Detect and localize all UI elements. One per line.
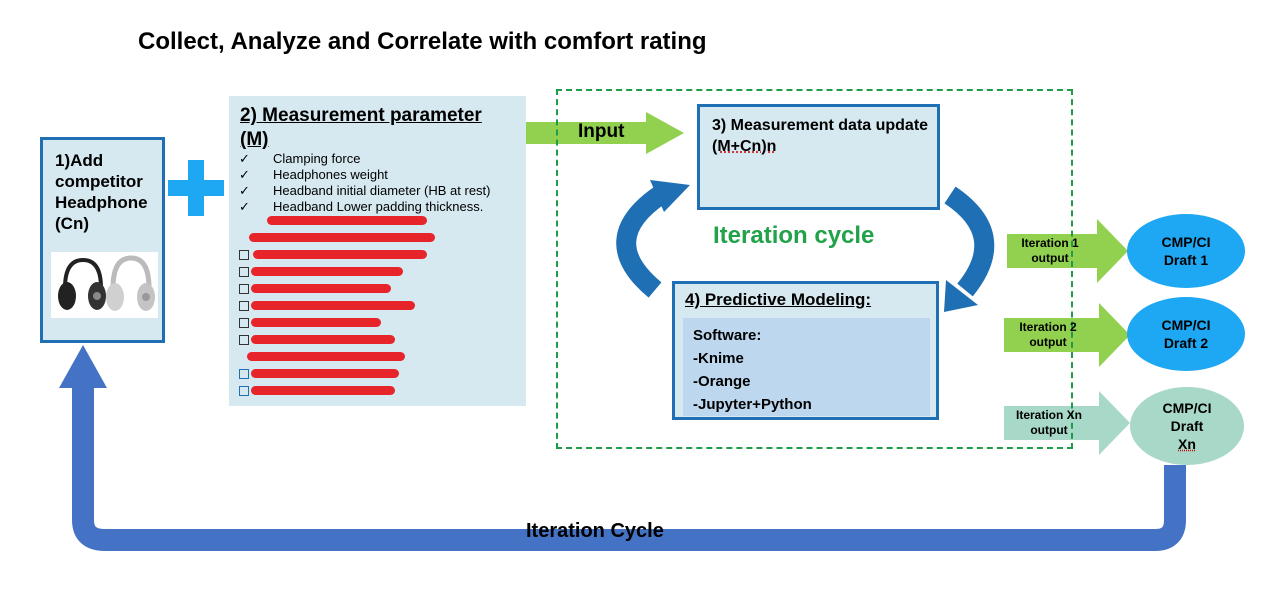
- add-competitor-title: 1)Add competitor Headphone (Cn): [55, 151, 148, 233]
- output-label-xn: Iteration Xn output: [1015, 408, 1082, 437]
- measurement-parameter-box: [229, 96, 526, 406]
- formula-text: (M+Cn)n: [712, 138, 777, 155]
- list-item: ✓ Headphones weight: [239, 167, 388, 182]
- checkbox-icon: [239, 250, 249, 260]
- check-icon: ✓: [239, 199, 250, 214]
- input-label: Input: [578, 121, 625, 142]
- add-competitor-box: [40, 137, 165, 343]
- redaction-mark: [267, 216, 427, 225]
- list-item: -Jupyter+Python: [693, 396, 812, 413]
- draft-1-node: CMP/CI Draft 1: [1127, 214, 1245, 288]
- redaction-mark: [253, 250, 427, 259]
- measurement-parameter-title: [240, 104, 520, 152]
- redaction-mark: [247, 352, 405, 361]
- check-icon: ✓: [239, 151, 250, 166]
- list-item: ✓ Headband initial diameter (HB at rest): [239, 183, 491, 198]
- redaction-mark: [249, 233, 435, 242]
- predictive-modeling-box: [672, 281, 939, 420]
- redaction-mark: [251, 267, 403, 276]
- list-item: ✓ Headband Lower padding thickness.: [239, 199, 484, 214]
- redaction-mark: [251, 369, 399, 378]
- iteration-cycle-label: Iteration cycle: [713, 222, 875, 249]
- headphones-icon: [51, 252, 158, 318]
- output-label-2: Iteration 2 output: [1019, 320, 1077, 349]
- measurement-parameter-title-sub: (M): [240, 129, 269, 150]
- redaction-mark: [251, 335, 395, 344]
- checkbox-icon: [239, 318, 249, 328]
- redaction-mark: [251, 301, 415, 310]
- measurement-data-update-box: [697, 104, 940, 210]
- predictive-modeling-title: 4) Predictive Modeling:: [685, 290, 872, 309]
- draft-xn-node: CMP/CI Draft Xn: [1130, 387, 1244, 465]
- software-list: [693, 324, 812, 416]
- parameter-list: [239, 151, 491, 215]
- checkbox-icon: [239, 301, 249, 311]
- list-item: -Knime: [693, 350, 744, 367]
- redaction-mark: [251, 284, 391, 293]
- list-item: ✓ Clamping force: [239, 151, 361, 166]
- checkbox-icon: [239, 369, 249, 379]
- measurement-data-update-title: 3) Measurement data update (M+Cn)n: [712, 117, 929, 155]
- check-icon: ✓: [239, 183, 250, 198]
- output-label-1: Iteration 1 output: [1021, 236, 1079, 265]
- list-item: -Orange: [693, 373, 751, 390]
- software-panel: [683, 318, 930, 416]
- check-icon: ✓: [239, 167, 250, 182]
- measurement-parameter-title-main: 2) Measurement parameter: [240, 105, 482, 126]
- checkbox-icon: [239, 335, 249, 345]
- draft-2-node: CMP/CI Draft 2: [1127, 297, 1245, 371]
- redaction-mark: [251, 318, 381, 327]
- plus-icon: [168, 160, 224, 216]
- diagram-title: Collect, Analyze and Correlate with comfort rating: [138, 28, 707, 55]
- feedback-loop-arrowhead: [59, 345, 107, 388]
- checkbox-icon: [239, 267, 249, 277]
- checkbox-icon: [239, 284, 249, 294]
- checkbox-icon: [239, 386, 249, 396]
- redaction-mark: [251, 386, 395, 395]
- headphones-image: [51, 252, 158, 318]
- software-label: Software:: [693, 327, 762, 344]
- feedback-loop-label: Iteration Cycle: [526, 520, 664, 542]
